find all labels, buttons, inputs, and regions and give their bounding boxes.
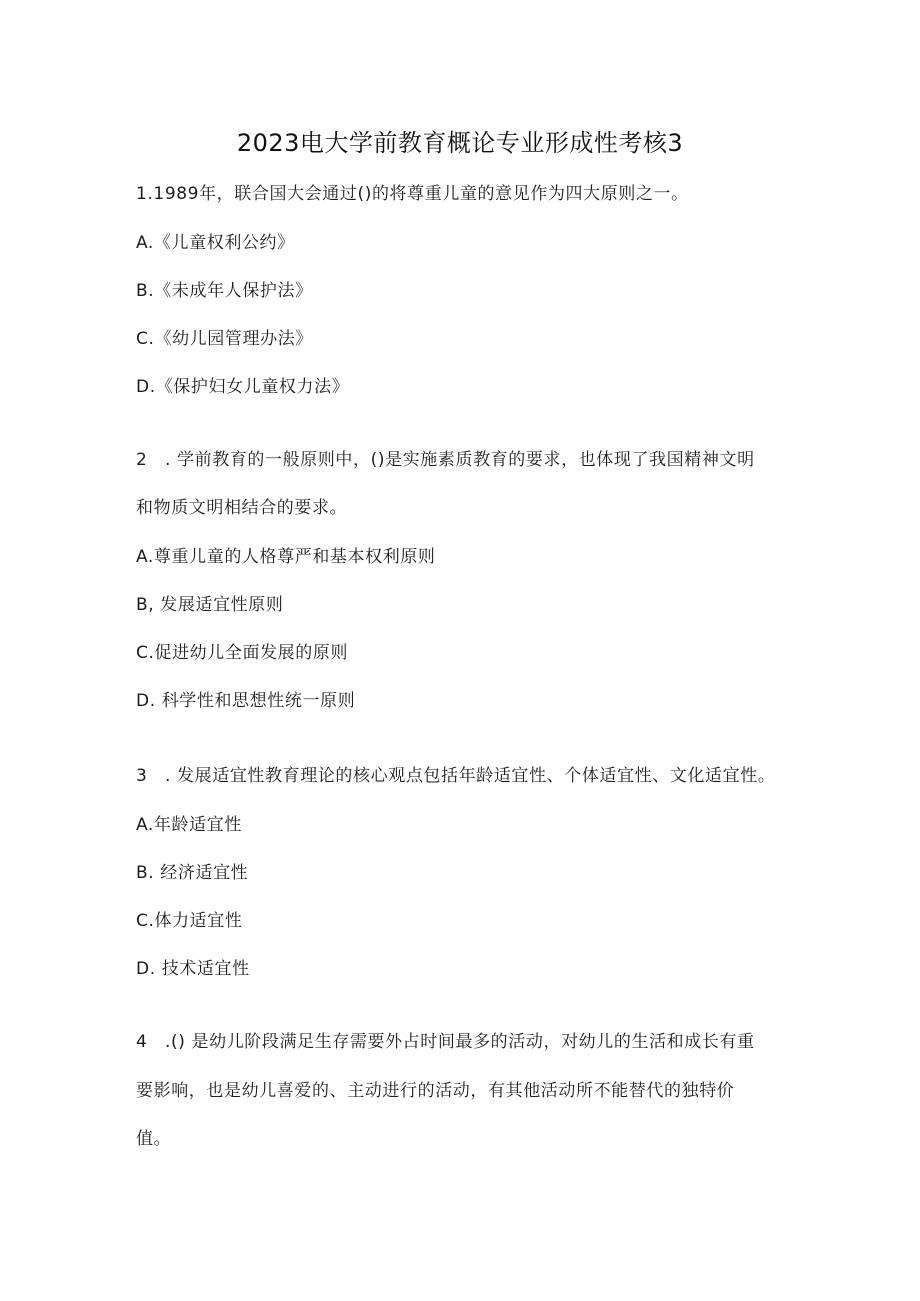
question-1-option-d: D.《保护妇女儿童权力法》 bbox=[136, 377, 350, 397]
question-1-option-b: B.《未成年人保护法》 bbox=[136, 281, 313, 301]
question-1-option-a: A.《儿童权利公约》 bbox=[136, 233, 295, 253]
question-2-stem-line-2: 和物质文明相结合的要求。 bbox=[136, 498, 348, 518]
question-1-stem-line-1: 1.1989年，联合国大会通过()的将尊重儿童的意见作为四大原则之一。 bbox=[136, 184, 689, 204]
question-3-option-d: D. 技术适宜性 bbox=[136, 959, 250, 979]
question-4-stem-line-3: 值。 bbox=[136, 1129, 172, 1149]
question-3-option-c: C.体力适宜性 bbox=[136, 911, 243, 931]
question-3-option-b: B. 经济适宜性 bbox=[136, 863, 249, 883]
question-4-stem-line-1: 4 .() 是幼儿阶段满足生存需要外占时间最多的活动，对幼儿的生活和成长有重 bbox=[136, 1032, 755, 1052]
question-2-option-a: A.尊重儿童的人格尊严和基本权利原则 bbox=[136, 547, 436, 567]
question-2-option-b: B, 发展适宜性原则 bbox=[136, 595, 284, 615]
question-3-stem-line-1: 3 . 发展适宜性教育理论的核心观点包括年龄适宜性、个体适宜性、文化适宜性。 bbox=[136, 766, 776, 786]
question-2-option-d: D. 科学性和思想性统一原则 bbox=[136, 691, 356, 711]
question-1-option-c: C.《幼儿园管理办法》 bbox=[136, 329, 313, 349]
question-2-stem-line-1: 2 . 学前教育的一般原则中，()是实施素质教育的要求，也体现了我国精神文明 bbox=[136, 450, 755, 470]
question-4-stem-line-2: 要影响，也是幼儿喜爱的、主动进行的活动，有其他活动所不能替代的独特价 bbox=[136, 1081, 735, 1101]
question-2-option-c: C.促进幼儿全面发展的原则 bbox=[136, 643, 349, 663]
page-title: 2023电大学前教育概论专业形成性考核3 bbox=[236, 129, 684, 157]
question-3-option-a: A.年龄适宜性 bbox=[136, 815, 242, 835]
